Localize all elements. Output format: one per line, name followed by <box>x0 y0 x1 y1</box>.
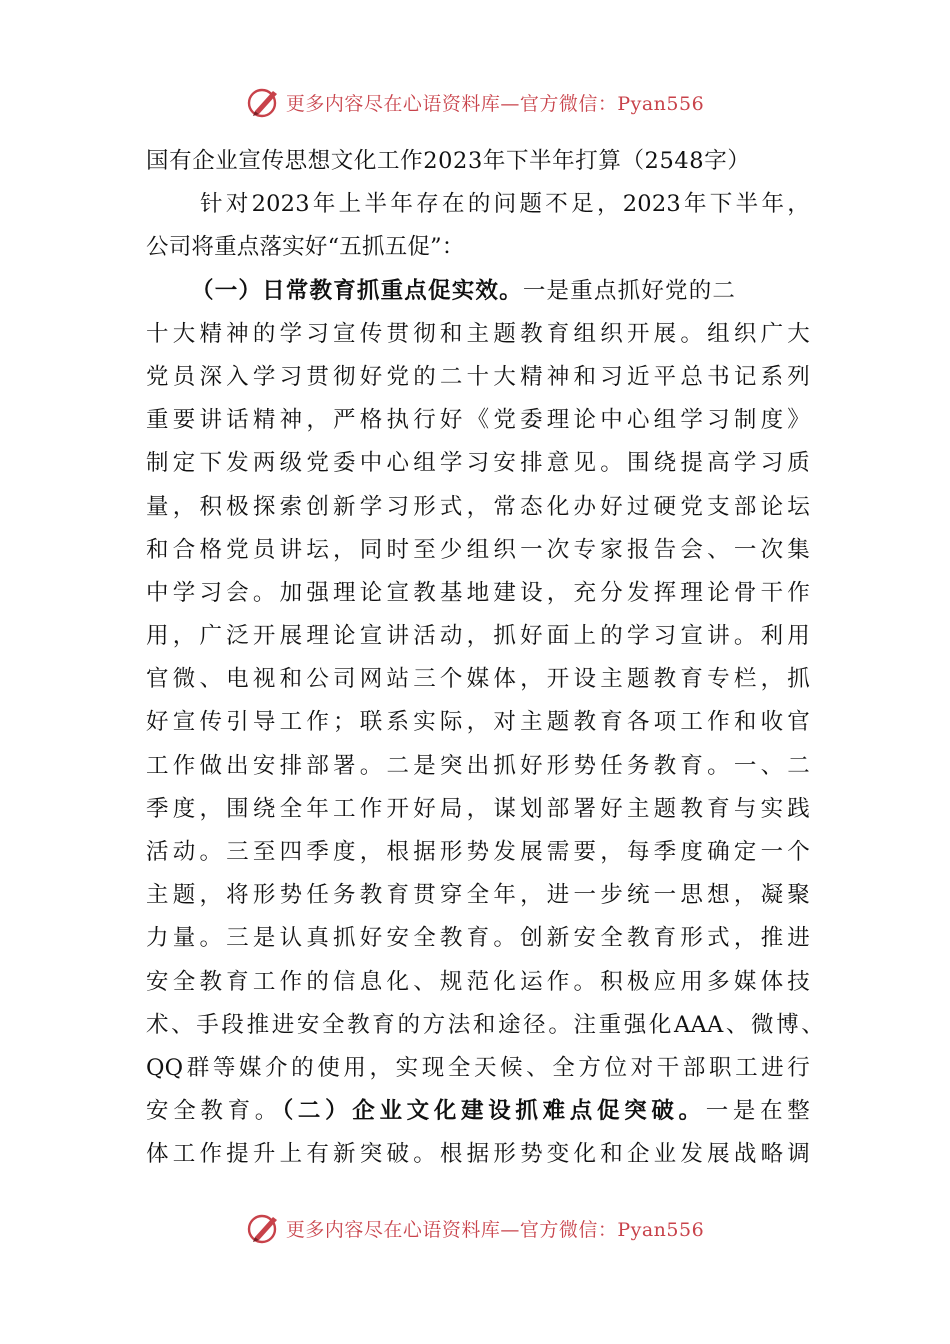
footer-watermark-banner <box>0 1206 950 1250</box>
header-watermark-banner <box>0 80 950 124</box>
paragraph-line: 术、手段推进安全教育的方法和途径。注重强化AAA、微博、 <box>146 1011 824 1038</box>
paragraph-line: 活动。三至四季度，根据形势发展需要，每季度确定一个 <box>146 839 810 865</box>
document-body <box>146 140 824 1177</box>
paragraph-line: 力量。三是认真抓好安全教育。创新安全教育形式，推进 <box>146 925 810 952</box>
paragraph-line: 十大精神的学习宣传贯彻和主题教育组织开展。组织广大 <box>146 320 810 347</box>
pen-logo-icon <box>246 1210 282 1246</box>
intro-line: 针对2023年上半年存在的问题不足，2023年下半年， <box>200 191 810 218</box>
header-banner-text: 更多内容尽在心语资料库—官方微信：Pyan556 <box>285 92 705 115</box>
section1-heading: （一）日常教育抓重点促实效。 <box>191 277 523 304</box>
paragraph-line: 体工作提升上有新突破。根据形势变化和企业发展战略调 <box>146 1141 810 1168</box>
section2-heading: （二）企业文化建设抓难点促突破。 <box>281 1098 706 1125</box>
intro-line: 公司将重点落实好“五抓五促”： <box>146 234 465 261</box>
paragraph-line: 量，积极探索创新学习形式，常态化办好过硬党支部论坛 <box>146 493 810 520</box>
paragraph-line: 主题，将形势任务教育贯穿全年，进一步统一思想，凝聚 <box>146 882 810 909</box>
paragraph-line: 官微、电视和公司网站三个媒体，开设主题教育专栏，抓 <box>146 666 810 693</box>
paragraph-line: 用，广泛开展理论宣讲活动，抓好面上的学习宣讲。利用 <box>146 623 810 650</box>
section1-first-line <box>146 270 810 313</box>
paragraph-line: 制定下发两级党委中心组学习安排意见。围绕提高学习质 <box>146 450 810 477</box>
paragraph-line: 工作做出安排部署。二是突出抓好形势任务教育。一、二 <box>146 752 810 779</box>
paragraph-line: 安全教育工作的信息化、规范化运作。积极应用多媒体技 <box>146 968 810 995</box>
paragraph-line: 中学习会。加强理论宣教基地建设，充分发挥理论骨干作 <box>146 579 810 606</box>
section2-first-line <box>146 1090 810 1133</box>
section2-first-line-text: 一是在整 <box>705 1098 810 1125</box>
paragraph-line: 好宣传引导工作；联系实际，对主题教育各项工作和收官 <box>146 709 810 736</box>
paragraph-line: 重要讲话精神，严格执行好《党委理论中心组学习制度》 <box>146 407 810 434</box>
section1-last-line-text: 安全教育。 <box>146 1098 282 1125</box>
document-title: 国有企业宣传思想文化工作2023年下半年打算（2548字） <box>146 148 751 174</box>
footer-banner-text: 更多内容尽在心语资料库—官方微信：Pyan556 <box>285 1218 705 1241</box>
section1-first-line-text: 一是重点抓好党的二 <box>522 277 737 304</box>
paragraph-line: QQ群等媒介的使用，实现全天候、全方位对干部职工进行 <box>146 1054 810 1081</box>
paragraph-line: 季度，围绕全年工作开好局，谋划部署好主题教育与实践 <box>146 795 810 822</box>
paragraph-line: 党员深入学习贯彻好党的二十大精神和习近平总书记系列 <box>146 363 810 390</box>
pen-logo-icon <box>246 84 282 120</box>
paragraph-line: 和合格党员讲坛，同时至少组织一次专家报告会、一次集 <box>146 536 810 563</box>
